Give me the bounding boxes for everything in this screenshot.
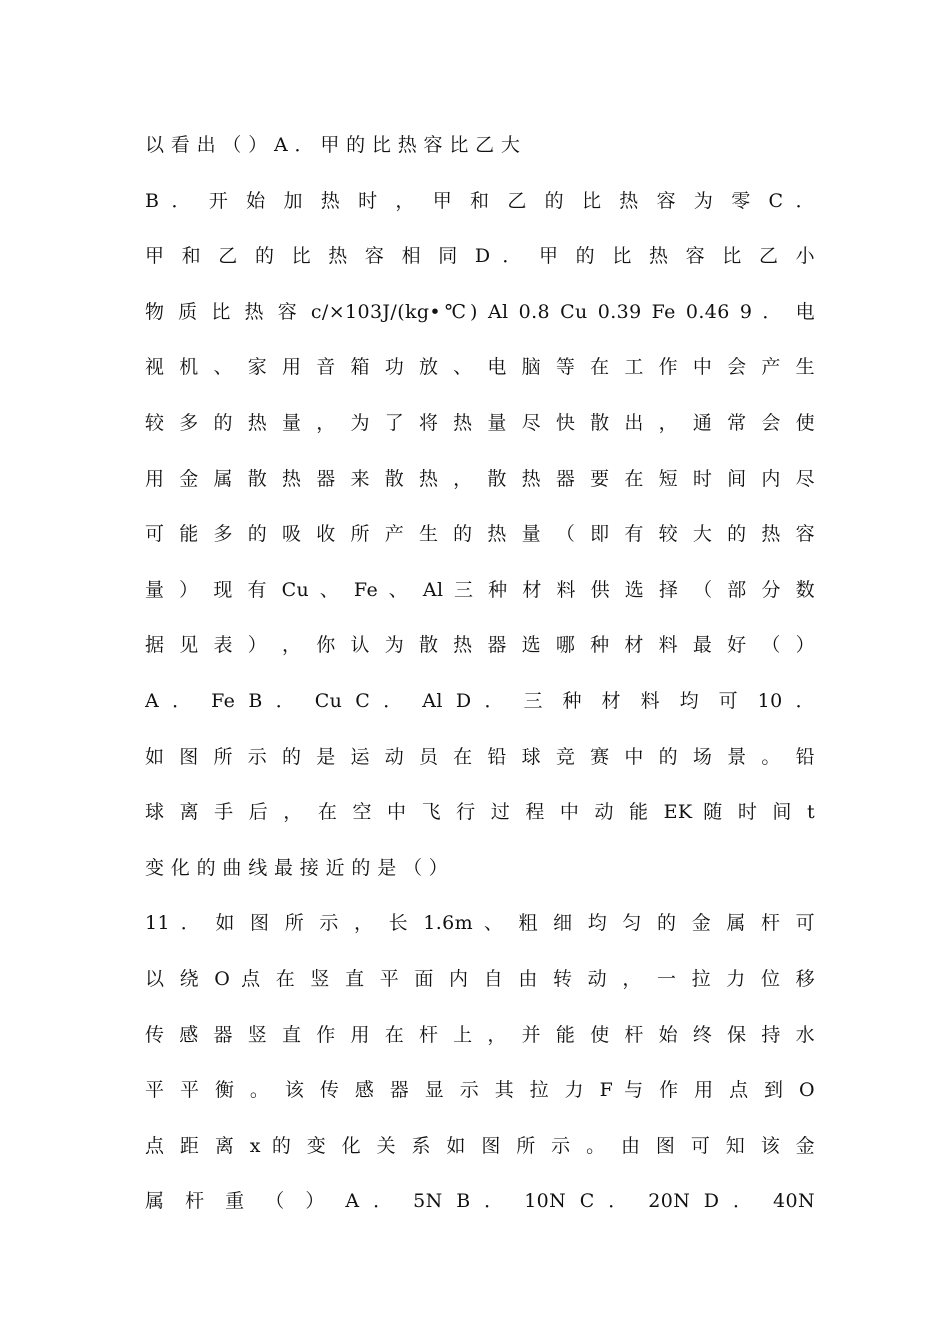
text-line: 用 金 属 散 热 器 来 散 热 ， 散 热 器 要 在 短 时 间 内 尽 xyxy=(145,467,815,490)
text-line: 视 机 、 家 用 音 箱 功 放 、 电 脑 等 在 工 作 中 会 产 生 xyxy=(145,356,815,379)
text-line: 平 平 衡 。 该 传 感 器 显 示 其 拉 力 F 与 作 用 点 到 O xyxy=(145,1079,815,1102)
text-line: 球 离 手 后 ， 在 空 中 飞 行 过 程 中 动 能 EK 随 时 间 t xyxy=(145,801,815,824)
text-line: 较 多 的 热 量 ， 为 了 将 热 量 尽 快 散 出 ， 通 常 会 使 xyxy=(145,411,815,434)
text-line: 属 杆 重 （ ） A ． 5N B ． 10N C ． 20N D ． 40N xyxy=(145,1190,815,1213)
text-line: 点 距 离 x 的 变 化 关 系 如 图 所 示 。 由 图 可 知 该 金 xyxy=(145,1134,815,1157)
text-line: 11 ． 如 图 所 示 ， 长 1.6m 、 粗 细 均 匀 的 金 属 杆 可 xyxy=(145,912,815,935)
document-body xyxy=(145,118,815,1230)
text-line: 量 ） 现 有 Cu 、 Fe 、 Al 三 种 材 料 供 选 择 （ 部 分 数 xyxy=(145,578,815,601)
text-line: 传 感 器 竖 直 作 用 在 杆 上 ， 并 能 使 杆 始 终 保 持 水 xyxy=(145,1023,815,1046)
text-line: 物 质 比 热 容 c/×103J/(kg•℃) Al 0.8 Cu 0.39 Fe 0.46 9 ． 电 xyxy=(145,300,815,323)
text-line: 如 图 所 示 的 是 运 动 员 在 铅 球 竞 赛 中 的 场 景 。 铅 xyxy=(145,745,815,768)
text-line: 以 绕 O 点 在 竖 直 平 面 内 自 由 转 动 ， 一 拉 力 位 移 xyxy=(145,967,815,990)
text-line: A ． Fe B ． Cu C ． Al D ． 三 种 材 料 均 可 10 ． xyxy=(145,689,815,712)
text-line: 变 化 的 曲 线 最 接 近 的 是 （ ） xyxy=(145,856,449,879)
text-line: B ． 开 始 加 热 时 ， 甲 和 乙 的 比 热 容 为 零 C ． xyxy=(145,189,815,212)
text-line: 以 看 出 （ ） A ． 甲 的 比 热 容 比 乙 大 xyxy=(145,134,521,156)
text-line: 据 见 表 ） ， 你 认 为 散 热 器 选 哪 种 材 料 最 好 （ ） xyxy=(145,634,815,657)
text-line: 甲 和 乙 的 比 热 容 相 同 D ． 甲 的 比 热 容 比 乙 小 xyxy=(145,245,815,268)
text-line: 可 能 多 的 吸 收 所 产 生 的 热 量 （ 即 有 较 大 的 热 容 xyxy=(145,523,815,546)
